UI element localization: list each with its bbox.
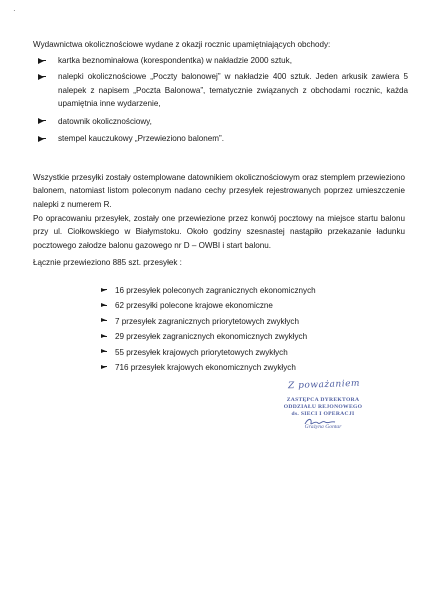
shipments-list (100, 283, 400, 375)
paragraph-stamping: Wszystkie przesyłki zostały ostemplowane datownikiem okolicznościowym oraz stemplem przewieziono balonem, natomiast listom poleconym nadano cechy przesyłek rejestrowanych poprzez umieszczenie nalepki z numerem R. (33, 173, 405, 209)
list-item: stempel kauczukowy „Przewieziono balonem”. (58, 134, 224, 144)
publications-list (36, 54, 408, 145)
list-item: 29 przesyłek zagranicznych ekonomicznych zwykłych (115, 332, 308, 342)
signatory-name: Grażyna Gontar (304, 424, 342, 430)
list-item: nalepki okolicznościowe „Poczty balonowej” w nakładzie 400 sztuk. Jeden arkusik zawiera 5 nalepek z napisem „Poczta Balonowa”, tematycznie związanych z obchodami rocznic, każda upamiętnia inne wydarzenie, (58, 72, 408, 109)
list-item: 7 przesyłek zagranicznych priorytetowych zwykłych (115, 316, 299, 326)
list-item: 62 przesyłki polecone krajowe ekonomiczne (115, 301, 273, 311)
summary-intro: Łącznie przewieziono 885 szt. przesyłek : (33, 258, 182, 267)
list-item: 55 przesyłek krajowych priorytetowych zwykłych (115, 347, 288, 357)
list-item: 16 przesyłek poleconych zagranicznych ekonomicznych (115, 286, 316, 295)
intro-text: Wydawnictwa okolicznościowe wydane z okazji rocznic upamiętniających obchody: (33, 40, 331, 49)
stamp-line: ds. SIECI I OPERACJI (291, 411, 355, 417)
stamp-line: ZASTĘPCA DYREKTORA (286, 397, 360, 403)
handwritten-greeting: Z poważaniem (287, 378, 361, 392)
list-item: kartka beznominałowa (korespondentka) w nakładzie 2000 sztuk, (58, 56, 292, 65)
stamp-line: ODDZIAŁU REJONOWEGO (283, 404, 363, 410)
corner-mark: · (13, 6, 16, 15)
list-item: 716 przesyłek krajowych ekonomicznych zwykłych (115, 363, 296, 373)
list-item: datownik okolicznościowy, (58, 116, 152, 126)
paragraph-transport: Po opracowaniu przesyłek, zostały one przewiezione przez konwój pocztowy na miejsce startu balonu przy ul. Ciołkowskiego w Białymstoku. Około godziny szesnastej nastąpiło przekazanie ładunku pocztowego załodze balonu gazowego nr D – OWBI i start balonu. (33, 214, 405, 250)
